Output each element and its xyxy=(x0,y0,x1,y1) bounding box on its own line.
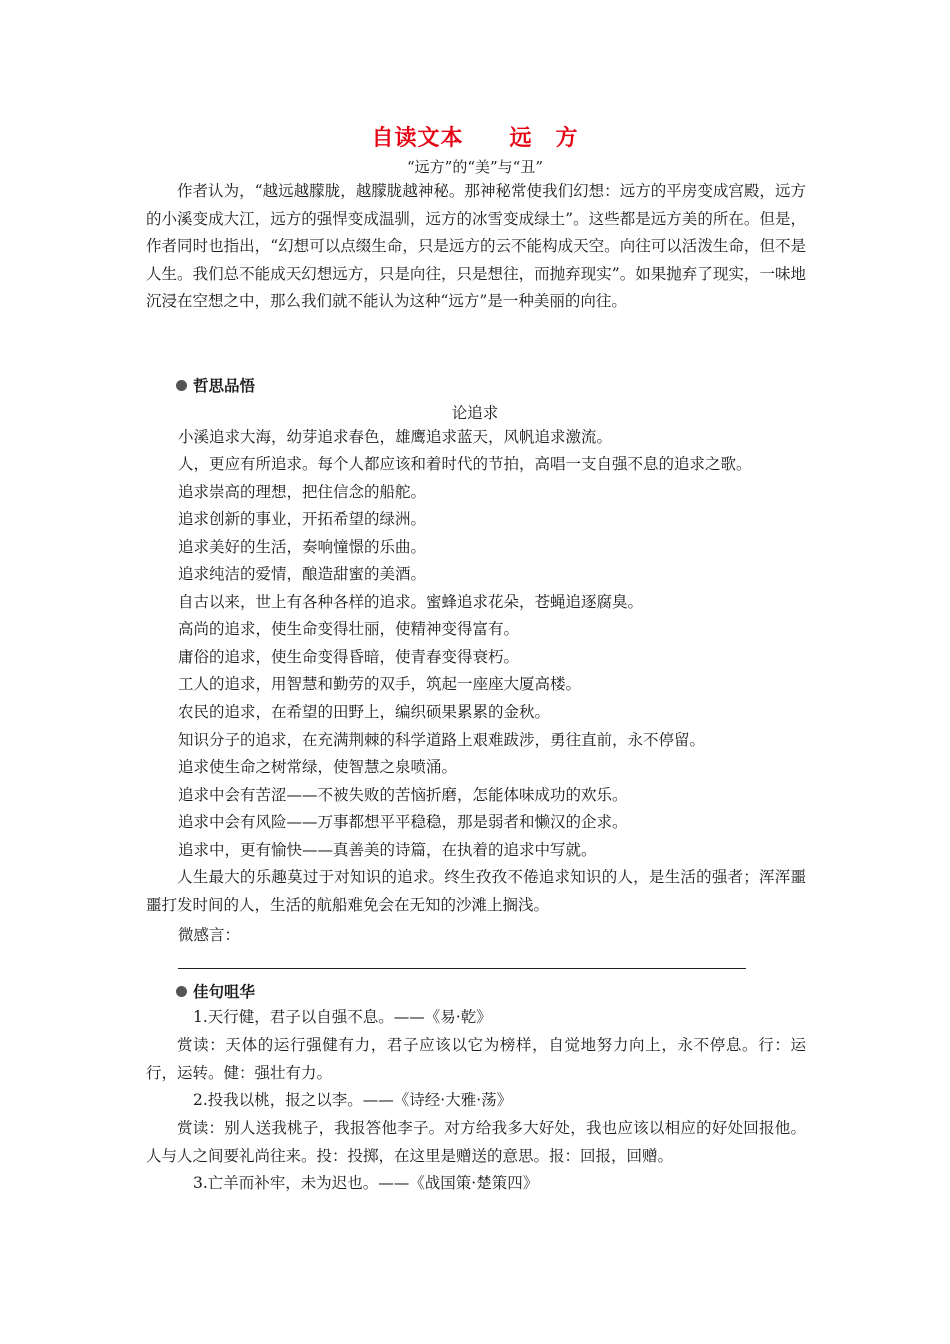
essay-line: 工人的追求，用智慧和勤劳的双手，筑起一座座大厦高楼。 xyxy=(178,675,582,693)
essay-line: 追求崇高的理想，把住信念的船舵。 xyxy=(178,483,427,501)
essay-line: 人，更应有所追求。每个人都应该和着时代的节拍，高唱一支自强不息的追求之歌。 xyxy=(178,455,752,473)
closing-paragraph: 人生最大的乐趣莫过于对知识的追求。终生孜孜不倦追求知识的人，是生活的强者；浑浑噩噩打发时间的人，生活的航船难免会在无知的沙滩上搁浅。 xyxy=(146,868,806,914)
essay-line: 追求使生命之树常绿，使智慧之泉喷涌。 xyxy=(178,758,458,776)
essay-line: 高尚的追求，使生命变得壮丽，使精神变得富有。 xyxy=(178,620,520,638)
essay-line: 庸俗的追求，使生命变得昏暗，使青春变得衰朽。 xyxy=(178,648,520,666)
quote-item: 2.投我以桃，报之以李。——《诗经·大雅·荡》 xyxy=(193,1091,513,1109)
essay-line: 追求创新的事业，开拓希望的绿洲。 xyxy=(178,510,427,528)
bullet-dot-icon xyxy=(176,380,187,391)
essay-line: 追求中会有苦涩——不被失败的苦恼折磨，怎能体味成功的欢乐。 xyxy=(178,786,628,804)
essay-title: 论追求 xyxy=(451,404,499,422)
quote-item: 3.亡羊而补牢，未为迟也。——《战国策·楚策四》 xyxy=(193,1174,539,1192)
bullet-dot-icon xyxy=(176,986,187,997)
section-heading-label: 佳句咀华 xyxy=(193,983,256,1001)
section-heading-label: 哲思品悟 xyxy=(193,377,256,395)
answer-line xyxy=(178,968,746,969)
micro-comment-label: 微感言： xyxy=(178,926,241,944)
essay-line: 追求美好的生活，奏响憧憬的乐曲。 xyxy=(178,538,427,556)
essay-line: 追求中，更有愉快——真善美的诗篇，在执着的追求中写就。 xyxy=(178,841,597,859)
essay-line: 知识分子的追求，在充满荆棘的科学道路上艰难跋涉，勇往直前，永不停留。 xyxy=(178,731,706,749)
page-title: 自读文本 远 方 xyxy=(371,126,579,151)
quote-comment: 赏读：别人送我桃子，我报答他李子。对方给我多大好处，我也应该以相应的好处回报他。人与人之间要礼尚往来。投：投掷，在这里是赠送的意思。报：回报，回赠。 xyxy=(146,1119,806,1165)
page-subtitle: “远方”的“美”与“丑” xyxy=(406,158,543,176)
section-heading-quotes xyxy=(176,980,255,1002)
essay-line: 农民的追求，在希望的田野上，编织硕果累累的金秋。 xyxy=(178,703,551,721)
essay-line: 小溪追求大海，幼芽追求春色，雄鹰追求蓝天，风帆追求激流。 xyxy=(178,428,613,446)
essay-line: 追求中会有风险——万事都想平平稳稳，那是弱者和懒汉的企求。 xyxy=(178,813,628,831)
essay-line: 追求纯洁的爱情，酿造甜蜜的美酒。 xyxy=(178,565,427,583)
quote-comment: 赏读：天体的运行强健有力，君子应该以它为榜样，自觉地努力向上，永不停息。行：运行，运转。健：强壮有力。 xyxy=(146,1036,806,1082)
quote-item: 1.天行健，君子以自强不息。——《易·乾》 xyxy=(193,1008,492,1026)
section-heading-philosophy xyxy=(176,374,255,396)
essay-line: 自古以来，世上有各种各样的追求。蜜蜂追求花朵，苍蝇追逐腐臭。 xyxy=(178,593,644,611)
intro-paragraph: 作者认为，“越远越朦胧，越朦胧越神秘。那神秘常使我们幻想：远方的平房变成宫殿，远方的小溪变成大江，远方的强悍变成温驯，远方的冰雪变成绿土”。这些都是远方美的所在。但是，作者同时也指出，“幻想可以点缀生命，只是远方的云不能构成天空。向往可以活泼生命，但不是人生。我们总不能成天幻想远方，只是向往，只是想往，而抛弃现实”。如果抛弃了现实，一味地沉浸在空想之中，那么我们就不能认为这种“远方”是一种美丽的向往。 xyxy=(146,182,806,310)
